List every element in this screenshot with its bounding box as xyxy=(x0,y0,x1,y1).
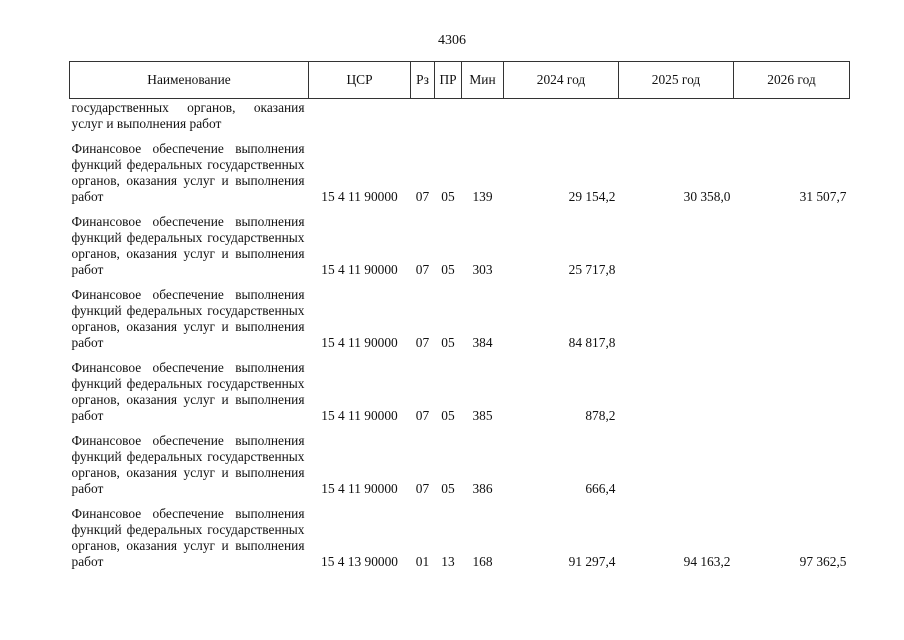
spacer-cell xyxy=(70,351,850,359)
cell-y2024: 84 817,8 xyxy=(568,335,616,350)
cell-min: 385 xyxy=(472,408,493,423)
cell-y2026 xyxy=(734,432,850,497)
cell-pr: 05 xyxy=(441,408,455,423)
cell-min: 139 xyxy=(472,189,493,204)
table-row xyxy=(70,286,850,351)
cell-min: 384 xyxy=(472,335,493,350)
cell-y2026: 31 507,7 xyxy=(799,189,847,204)
cell-y2025 xyxy=(619,286,734,351)
cell-min xyxy=(462,99,504,133)
row-spacer xyxy=(70,497,850,505)
cell-y2024: 29 154,2 xyxy=(568,189,616,204)
cell-y2026 xyxy=(734,99,850,133)
header-csr: ЦСР xyxy=(309,62,411,99)
cell-csr: 15 4 13 90000 xyxy=(321,554,398,569)
cell-y2025: 30 358,0 xyxy=(683,189,731,204)
cell-rz xyxy=(411,99,435,133)
row-name: Финансовое обеспечение выполнения функций федеральных государственных органов, оказания услуг и выполнения работ xyxy=(71,433,305,496)
header-rz: Рз xyxy=(411,62,435,99)
cell-min: 386 xyxy=(472,481,493,496)
row-spacer xyxy=(70,278,850,286)
cell-pr: 05 xyxy=(441,262,455,277)
cell-pr: 13 xyxy=(441,554,455,569)
cell-y2025 xyxy=(619,99,734,133)
row-name: Финансовое обеспечение выполнения функций федеральных государственных органов, оказания услуг и выполнения работ xyxy=(71,506,305,569)
spacer-cell xyxy=(70,497,850,505)
header-2026: 2026 год xyxy=(734,62,850,99)
cell-pr: 05 xyxy=(441,481,455,496)
cell-y2026: 97 362,5 xyxy=(799,554,847,569)
cell-csr: 15 4 11 90000 xyxy=(321,262,398,277)
cell-pr xyxy=(435,99,462,133)
cell-y2025 xyxy=(619,359,734,424)
spacer-cell xyxy=(70,424,850,432)
row-name: Финансовое обеспечение выполнения функций федеральных государственных органов, оказания услуг и выполнения работ xyxy=(71,360,305,423)
table-body xyxy=(70,99,850,571)
cell-y2026 xyxy=(734,286,850,351)
table-row xyxy=(70,359,850,424)
row-spacer xyxy=(70,205,850,213)
header-2025: 2025 год xyxy=(619,62,734,99)
cell-min: 168 xyxy=(472,554,493,569)
spacer-cell xyxy=(70,132,850,140)
cell-y2024 xyxy=(504,99,619,133)
table-row xyxy=(70,213,850,278)
table-row xyxy=(70,432,850,497)
cell-csr: 15 4 11 90000 xyxy=(321,408,398,423)
cell-csr: 15 4 11 90000 xyxy=(321,335,398,350)
header-row xyxy=(70,62,850,99)
cell-pr: 05 xyxy=(441,335,455,350)
header-2024: 2024 год xyxy=(504,62,619,99)
row-name: Финансовое обеспечение выполнения функций федеральных государственных органов, оказания услуг и выполнения работ xyxy=(71,214,305,277)
cell-min: 303 xyxy=(472,262,493,277)
budget-table xyxy=(69,61,850,570)
cell-rz: 07 xyxy=(415,408,430,423)
cell-rz: 07 xyxy=(415,481,430,496)
row-spacer xyxy=(70,424,850,432)
cell-csr: 15 4 11 90000 xyxy=(321,189,398,204)
cell-csr xyxy=(309,99,411,133)
row-name: Финансовое обеспечение выполнения функций федеральных государственных органов, оказания услуг и выполнения работ xyxy=(71,287,305,350)
cell-y2025 xyxy=(619,432,734,497)
cell-csr: 15 4 11 90000 xyxy=(321,481,398,496)
cell-y2026 xyxy=(734,359,850,424)
cell-pr: 05 xyxy=(441,189,455,204)
cell-rz: 01 xyxy=(415,554,430,569)
table-row xyxy=(70,505,850,570)
row-name: Финансовое обеспечение выполнения функций федеральных государственных органов, оказания услуг и выполнения работ xyxy=(71,141,305,204)
cell-rz: 07 xyxy=(415,335,430,350)
table-row xyxy=(70,140,850,205)
cell-y2025 xyxy=(619,213,734,278)
row-spacer xyxy=(70,132,850,140)
spacer-cell xyxy=(70,278,850,286)
cell-y2024: 25 717,8 xyxy=(568,262,616,277)
row-spacer xyxy=(70,351,850,359)
cell-y2024: 666,4 xyxy=(585,481,616,496)
header-name: Наименование xyxy=(70,62,309,99)
cell-y2024: 91 297,4 xyxy=(568,554,616,569)
header-pr: ПР xyxy=(435,62,462,99)
continuation-row xyxy=(70,99,850,133)
cell-rz: 07 xyxy=(415,189,430,204)
header-min: Мин xyxy=(462,62,504,99)
cell-y2024: 878,2 xyxy=(585,408,616,423)
row-name: государственных органов, оказания услуг и выполнения работ xyxy=(71,100,305,131)
cell-y2026 xyxy=(734,213,850,278)
cell-y2025: 94 163,2 xyxy=(683,554,731,569)
page-number: 4306 xyxy=(438,33,466,48)
spacer-cell xyxy=(70,205,850,213)
cell-rz: 07 xyxy=(415,262,430,277)
